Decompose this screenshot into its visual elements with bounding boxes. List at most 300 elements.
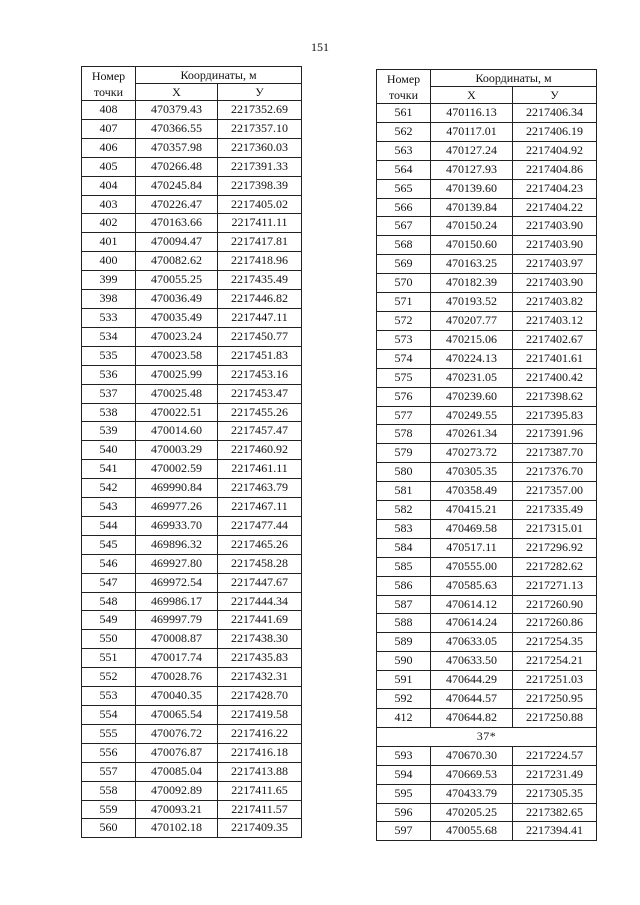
y-coordinate-cell: 2217413.88 — [218, 762, 302, 781]
x-coordinate-cell: 470205.25 — [431, 803, 513, 822]
table-row — [82, 233, 302, 252]
x-coordinate-cell: 470239.60 — [431, 387, 513, 406]
point-number-cell: 580 — [377, 463, 431, 482]
y-coordinate-cell: 2217401.61 — [513, 349, 597, 368]
y-coordinate-cell: 2217403.97 — [513, 255, 597, 274]
x-coordinate-cell: 470003.29 — [136, 441, 218, 460]
point-number-cell: 398 — [82, 290, 136, 309]
point-number-cell: 556 — [82, 743, 136, 762]
x-coordinate-cell: 470036.49 — [136, 290, 218, 309]
table-row — [377, 803, 597, 822]
x-coordinate-cell: 470055.25 — [136, 271, 218, 290]
x-coordinate-cell: 470035.49 — [136, 308, 218, 327]
table-row — [82, 479, 302, 498]
table-row — [82, 176, 302, 195]
x-coordinate-cell: 470555.00 — [431, 557, 513, 576]
point-number-cell: 402 — [82, 214, 136, 233]
section-label: 37* — [377, 727, 597, 746]
table-row — [377, 633, 597, 652]
x-coordinate-cell: 469977.26 — [136, 498, 218, 517]
point-number-cell: 596 — [377, 803, 431, 822]
point-number-cell: 537 — [82, 384, 136, 403]
point-number-cell: 408 — [82, 101, 136, 120]
point-number-cell: 584 — [377, 538, 431, 557]
y-coordinate-cell: 2217403.90 — [513, 217, 597, 236]
x-coordinate-cell: 470014.60 — [136, 422, 218, 441]
y-coordinate-cell: 2217416.22 — [218, 724, 302, 743]
point-number-cell: 407 — [82, 119, 136, 138]
point-number-cell: 557 — [82, 762, 136, 781]
y-column-header: У — [218, 84, 302, 101]
table-row — [82, 762, 302, 781]
point-number-cell: 559 — [82, 800, 136, 819]
point-number-cell: 533 — [82, 308, 136, 327]
point-number-cell: 538 — [82, 403, 136, 422]
y-coordinate-cell: 2217376.70 — [513, 463, 597, 482]
point-number-cell: 405 — [82, 157, 136, 176]
table-row — [377, 519, 597, 538]
point-number-cell: 568 — [377, 236, 431, 255]
y-coordinate-cell: 2217400.42 — [513, 368, 597, 387]
x-coordinate-cell: 470085.04 — [136, 762, 218, 781]
y-coordinate-cell: 2217402.67 — [513, 330, 597, 349]
table-row — [82, 819, 302, 838]
x-coordinate-cell: 470644.29 — [431, 671, 513, 690]
table-row — [82, 195, 302, 214]
table-row — [82, 554, 302, 573]
y-coordinate-cell: 2217357.00 — [513, 482, 597, 501]
point-number-cell: 576 — [377, 387, 431, 406]
point-number-cell: 546 — [82, 554, 136, 573]
x-coordinate-cell: 470517.11 — [431, 538, 513, 557]
y-coordinate-cell: 2217453.47 — [218, 384, 302, 403]
point-number-cell: 590 — [377, 652, 431, 671]
y-coordinate-cell: 2217477.44 — [218, 516, 302, 535]
point-number-cell: 401 — [82, 233, 136, 252]
x-coordinate-cell: 470065.54 — [136, 706, 218, 725]
point-number-cell: 561 — [377, 104, 431, 123]
y-coordinate-cell: 2217250.95 — [513, 690, 597, 709]
table-row — [377, 311, 597, 330]
table-row — [82, 743, 302, 762]
x-coordinate-cell: 470226.47 — [136, 195, 218, 214]
table-row — [377, 425, 597, 444]
x-coordinate-cell: 470215.06 — [431, 330, 513, 349]
y-coordinate-cell: 2217315.01 — [513, 519, 597, 538]
y-coordinate-cell: 2217395.83 — [513, 406, 597, 425]
point-number-header-line2: точки — [93, 84, 124, 99]
point-number-header — [82, 67, 136, 101]
table-row — [377, 255, 597, 274]
table-row — [82, 460, 302, 479]
table-row — [82, 138, 302, 157]
x-coordinate-cell: 470082.62 — [136, 252, 218, 271]
point-number-cell: 582 — [377, 501, 431, 520]
y-coordinate-cell: 2217417.81 — [218, 233, 302, 252]
table-row — [82, 157, 302, 176]
x-coordinate-cell: 470261.34 — [431, 425, 513, 444]
x-coordinate-cell: 470055.68 — [431, 822, 513, 841]
table-row — [377, 595, 597, 614]
point-number-cell: 404 — [82, 176, 136, 195]
point-number-cell: 571 — [377, 293, 431, 312]
x-coordinate-cell: 470008.87 — [136, 630, 218, 649]
y-coordinate-cell: 2217435.83 — [218, 649, 302, 668]
x-coordinate-cell: 470017.74 — [136, 649, 218, 668]
point-number-cell: 563 — [377, 141, 431, 160]
table-row — [377, 690, 597, 709]
y-coordinate-cell: 2217416.18 — [218, 743, 302, 762]
table-row — [377, 463, 597, 482]
section-row — [377, 727, 597, 746]
point-number-cell: 593 — [377, 746, 431, 765]
y-coordinate-cell: 2217463.79 — [218, 479, 302, 498]
table-row — [82, 592, 302, 611]
point-number-header-line1: Номер — [91, 68, 126, 83]
point-number-cell: 553 — [82, 687, 136, 706]
point-number-cell: 544 — [82, 516, 136, 535]
x-coordinate-cell: 470245.84 — [136, 176, 218, 195]
y-coordinate-cell: 2217335.49 — [513, 501, 597, 520]
point-number-cell: 591 — [377, 671, 431, 690]
y-coordinate-cell: 2217250.88 — [513, 709, 597, 728]
x-coordinate-cell: 470669.53 — [431, 765, 513, 784]
x-coordinate-cell: 470266.48 — [136, 157, 218, 176]
x-coordinate-cell: 470249.55 — [431, 406, 513, 425]
x-coordinate-cell: 470117.01 — [431, 122, 513, 141]
table-row — [82, 441, 302, 460]
table-row — [377, 387, 597, 406]
point-number-cell: 595 — [377, 784, 431, 803]
table-row — [377, 406, 597, 425]
point-number-cell: 549 — [82, 611, 136, 630]
x-coordinate-cell: 470163.66 — [136, 214, 218, 233]
x-column-header: X — [431, 87, 513, 104]
point-number-cell: 406 — [82, 138, 136, 157]
x-coordinate-cell: 470093.21 — [136, 800, 218, 819]
table-row — [377, 557, 597, 576]
point-number-cell: 573 — [377, 330, 431, 349]
x-coordinate-cell: 470231.05 — [431, 368, 513, 387]
y-coordinate-cell: 2217382.65 — [513, 803, 597, 822]
x-coordinate-cell: 469997.79 — [136, 611, 218, 630]
point-number-cell: 585 — [377, 557, 431, 576]
point-number-header — [377, 70, 431, 104]
x-coordinate-cell: 470127.24 — [431, 141, 513, 160]
point-number-cell: 589 — [377, 633, 431, 652]
point-number-cell: 551 — [82, 649, 136, 668]
y-coordinate-cell: 2217406.34 — [513, 104, 597, 123]
x-coordinate-cell: 470150.24 — [431, 217, 513, 236]
table-row — [82, 781, 302, 800]
y-coordinate-cell: 2217251.03 — [513, 671, 597, 690]
y-coordinate-cell: 2217394.41 — [513, 822, 597, 841]
x-coordinate-cell: 470614.24 — [431, 614, 513, 633]
table-row — [377, 274, 597, 293]
x-coordinate-cell: 470207.77 — [431, 311, 513, 330]
y-coordinate-cell: 2217403.82 — [513, 293, 597, 312]
x-column-header: X — [136, 84, 218, 101]
y-coordinate-cell: 2217224.57 — [513, 746, 597, 765]
coordinates-header: Координаты, м — [136, 67, 302, 84]
point-number-cell: 594 — [377, 765, 431, 784]
point-number-cell: 586 — [377, 576, 431, 595]
y-coordinate-cell: 2217404.22 — [513, 198, 597, 217]
x-coordinate-cell: 470644.82 — [431, 709, 513, 728]
table-row — [82, 630, 302, 649]
y-coordinate-cell: 2217450.77 — [218, 327, 302, 346]
x-coordinate-cell: 470366.55 — [136, 119, 218, 138]
x-coordinate-cell: 470357.98 — [136, 138, 218, 157]
table-row — [82, 573, 302, 592]
coordinates-table-left — [81, 66, 302, 838]
table-row — [377, 709, 597, 728]
y-coordinate-cell: 2217404.23 — [513, 179, 597, 198]
y-coordinate-cell: 2217403.90 — [513, 274, 597, 293]
y-coordinate-cell: 2217446.82 — [218, 290, 302, 309]
point-number-cell: 581 — [377, 482, 431, 501]
y-coordinate-cell: 2217438.30 — [218, 630, 302, 649]
x-coordinate-cell: 470040.35 — [136, 687, 218, 706]
table-row — [82, 422, 302, 441]
x-coordinate-cell: 470150.60 — [431, 236, 513, 255]
table-row — [82, 668, 302, 687]
point-number-cell: 566 — [377, 198, 431, 217]
table-row — [377, 141, 597, 160]
table-row — [377, 444, 597, 463]
table-row — [82, 365, 302, 384]
y-coordinate-cell: 2217231.49 — [513, 765, 597, 784]
point-number-cell: 540 — [82, 441, 136, 460]
y-coordinate-cell: 2217447.11 — [218, 308, 302, 327]
table-row — [82, 516, 302, 535]
point-number-cell: 564 — [377, 160, 431, 179]
point-number-cell: 588 — [377, 614, 431, 633]
y-coordinate-cell: 2217467.11 — [218, 498, 302, 517]
table-row — [82, 271, 302, 290]
x-coordinate-cell: 470163.25 — [431, 255, 513, 274]
table-row — [377, 293, 597, 312]
x-coordinate-cell: 470092.89 — [136, 781, 218, 800]
x-coordinate-cell: 470127.93 — [431, 160, 513, 179]
x-coordinate-cell: 470358.49 — [431, 482, 513, 501]
point-number-cell: 565 — [377, 179, 431, 198]
x-coordinate-cell: 470633.05 — [431, 633, 513, 652]
table-row — [377, 501, 597, 520]
table-row — [377, 822, 597, 841]
table-row — [82, 687, 302, 706]
y-coordinate-cell: 2217254.35 — [513, 633, 597, 652]
x-coordinate-cell: 470633.50 — [431, 652, 513, 671]
point-number-header-line1: Номер — [386, 71, 421, 86]
point-number-cell: 552 — [82, 668, 136, 687]
x-coordinate-cell: 470139.60 — [431, 179, 513, 198]
x-coordinate-cell: 470116.13 — [431, 104, 513, 123]
y-coordinate-cell: 2217398.62 — [513, 387, 597, 406]
y-coordinate-cell: 2217441.69 — [218, 611, 302, 630]
x-coordinate-cell: 469990.84 — [136, 479, 218, 498]
point-number-cell: 575 — [377, 368, 431, 387]
point-number-cell: 583 — [377, 519, 431, 538]
y-coordinate-cell: 2217391.96 — [513, 425, 597, 444]
x-coordinate-cell: 470025.48 — [136, 384, 218, 403]
table-row — [377, 179, 597, 198]
y-coordinate-cell: 2217260.86 — [513, 614, 597, 633]
x-coordinate-cell: 469986.17 — [136, 592, 218, 611]
table-row — [82, 252, 302, 271]
x-coordinate-cell: 470585.63 — [431, 576, 513, 595]
y-coordinate-cell: 2217457.47 — [218, 422, 302, 441]
table-row — [82, 384, 302, 403]
y-coordinate-cell: 2217403.90 — [513, 236, 597, 255]
point-number-cell: 539 — [82, 422, 136, 441]
table-row — [377, 160, 597, 179]
table-row — [377, 198, 597, 217]
y-coordinate-cell: 2217458.28 — [218, 554, 302, 573]
point-number-cell: 587 — [377, 595, 431, 614]
table-row — [82, 706, 302, 725]
y-coordinate-cell: 2217411.11 — [218, 214, 302, 233]
coordinates-table-right — [376, 69, 597, 841]
point-number-cell: 548 — [82, 592, 136, 611]
point-number-cell: 577 — [377, 406, 431, 425]
point-number-cell: 572 — [377, 311, 431, 330]
point-number-cell: 399 — [82, 271, 136, 290]
point-number-cell: 536 — [82, 365, 136, 384]
x-coordinate-cell: 470305.35 — [431, 463, 513, 482]
point-number-cell: 597 — [377, 822, 431, 841]
y-coordinate-cell: 2217460.92 — [218, 441, 302, 460]
point-number-cell: 535 — [82, 346, 136, 365]
point-number-cell: 550 — [82, 630, 136, 649]
y-coordinate-cell: 2217254.21 — [513, 652, 597, 671]
x-coordinate-cell: 470670.30 — [431, 746, 513, 765]
y-coordinate-cell: 2217432.31 — [218, 668, 302, 687]
y-coordinate-cell: 2217403.12 — [513, 311, 597, 330]
y-coordinate-cell: 2217418.96 — [218, 252, 302, 271]
y-coordinate-cell: 2217404.92 — [513, 141, 597, 160]
table-row — [82, 649, 302, 668]
x-coordinate-cell: 470023.58 — [136, 346, 218, 365]
x-coordinate-cell: 470415.21 — [431, 501, 513, 520]
x-coordinate-cell: 470025.99 — [136, 365, 218, 384]
y-coordinate-cell: 2217360.03 — [218, 138, 302, 157]
x-coordinate-cell: 469896.32 — [136, 535, 218, 554]
table-row — [377, 614, 597, 633]
point-number-cell: 592 — [377, 690, 431, 709]
table-row — [82, 119, 302, 138]
table-row — [82, 535, 302, 554]
y-coordinate-cell: 2217455.26 — [218, 403, 302, 422]
table-row — [82, 327, 302, 346]
x-coordinate-cell: 470224.13 — [431, 349, 513, 368]
y-coordinate-cell: 2217428.70 — [218, 687, 302, 706]
y-coordinate-cell: 2217296.92 — [513, 538, 597, 557]
point-number-header-line2: точки — [388, 87, 419, 102]
y-coordinate-cell: 2217435.49 — [218, 271, 302, 290]
point-number-cell: 562 — [377, 122, 431, 141]
x-coordinate-cell: 470076.72 — [136, 724, 218, 743]
point-number-cell: 558 — [82, 781, 136, 800]
y-coordinate-cell: 2217391.33 — [218, 157, 302, 176]
x-coordinate-cell: 470644.57 — [431, 690, 513, 709]
x-coordinate-cell: 470023.24 — [136, 327, 218, 346]
x-coordinate-cell: 470614.12 — [431, 595, 513, 614]
point-number-cell: 542 — [82, 479, 136, 498]
table-row — [377, 349, 597, 368]
table-row — [82, 308, 302, 327]
y-coordinate-cell: 2217271.13 — [513, 576, 597, 595]
y-coordinate-cell: 2217282.62 — [513, 557, 597, 576]
page-number: 151 — [311, 40, 329, 54]
point-number-cell: 569 — [377, 255, 431, 274]
table-row — [82, 403, 302, 422]
y-column-header: У — [513, 87, 597, 104]
table-row — [377, 122, 597, 141]
x-coordinate-cell: 470469.58 — [431, 519, 513, 538]
x-coordinate-cell: 470028.76 — [136, 668, 218, 687]
x-coordinate-cell: 470182.39 — [431, 274, 513, 293]
point-number-cell: 574 — [377, 349, 431, 368]
table-row — [377, 746, 597, 765]
point-number-cell: 541 — [82, 460, 136, 479]
y-coordinate-cell: 2217465.26 — [218, 535, 302, 554]
x-coordinate-cell: 470002.59 — [136, 460, 218, 479]
point-number-cell: 570 — [377, 274, 431, 293]
y-coordinate-cell: 2217398.39 — [218, 176, 302, 195]
table-row — [377, 368, 597, 387]
y-coordinate-cell: 2217352.69 — [218, 101, 302, 120]
x-coordinate-cell: 470433.79 — [431, 784, 513, 803]
y-coordinate-cell: 2217387.70 — [513, 444, 597, 463]
y-coordinate-cell: 2217404.86 — [513, 160, 597, 179]
point-number-cell: 403 — [82, 195, 136, 214]
y-coordinate-cell: 2217405.02 — [218, 195, 302, 214]
x-coordinate-cell: 470273.72 — [431, 444, 513, 463]
y-coordinate-cell: 2217444.34 — [218, 592, 302, 611]
table-row — [377, 538, 597, 557]
table-row — [82, 800, 302, 819]
table-row — [377, 236, 597, 255]
table-row — [377, 576, 597, 595]
y-coordinate-cell: 2217411.57 — [218, 800, 302, 819]
y-coordinate-cell: 2217260.90 — [513, 595, 597, 614]
table-row — [82, 724, 302, 743]
table-row — [377, 765, 597, 784]
point-number-cell: 547 — [82, 573, 136, 592]
x-coordinate-cell: 470102.18 — [136, 819, 218, 838]
x-coordinate-cell: 469972.54 — [136, 573, 218, 592]
point-number-cell: 560 — [82, 819, 136, 838]
x-coordinate-cell: 470094.47 — [136, 233, 218, 252]
point-number-cell: 534 — [82, 327, 136, 346]
table-row — [82, 611, 302, 630]
x-coordinate-cell: 470193.52 — [431, 293, 513, 312]
y-coordinate-cell: 2217419.58 — [218, 706, 302, 725]
table-row — [377, 104, 597, 123]
y-coordinate-cell: 2217453.16 — [218, 365, 302, 384]
x-coordinate-cell: 470022.51 — [136, 403, 218, 422]
point-number-cell: 543 — [82, 498, 136, 517]
y-coordinate-cell: 2217357.10 — [218, 119, 302, 138]
point-number-cell: 412 — [377, 709, 431, 728]
x-coordinate-cell: 470139.84 — [431, 198, 513, 217]
table-row — [377, 217, 597, 236]
table-row — [82, 101, 302, 120]
table-row — [377, 671, 597, 690]
x-coordinate-cell: 469933.70 — [136, 516, 218, 535]
point-number-cell: 400 — [82, 252, 136, 271]
